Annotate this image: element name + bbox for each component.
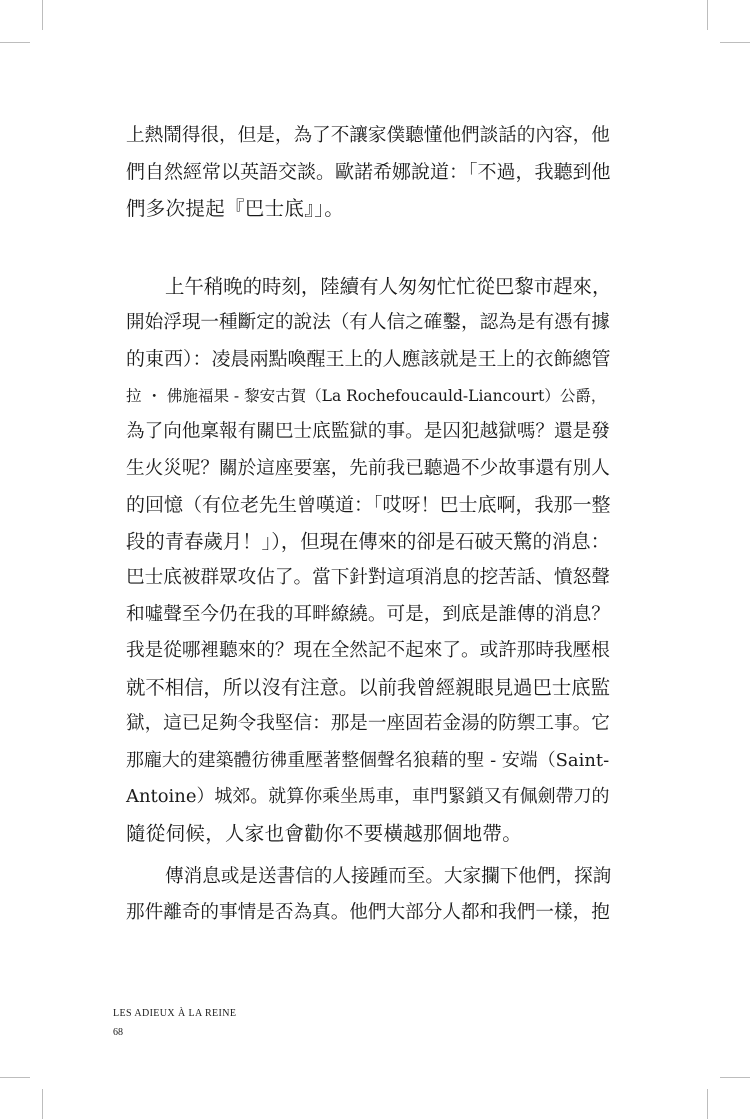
text-line: 開始浮現一種斷定的說法（有人信之確鑿，認為是有憑有據	[126, 312, 610, 333]
crop-mark	[0, 42, 30, 43]
crop-mark	[42, 0, 43, 30]
text-line: 們自然經常以英語交談。歐諾希娜說道：「不過，我聽到他	[126, 161, 611, 183]
crop-mark	[707, 1089, 708, 1119]
crop-mark	[720, 1077, 750, 1078]
text-line: 巴士底被群眾攻佔了。當下針對這項消息的挖苦話、憤怒聲	[126, 567, 610, 588]
body-text	[126, 0, 618, 1000]
text-line: 那件離奇的事情是否為真。他們大部分人都和我們一樣，抱	[126, 902, 610, 923]
crop-mark	[707, 0, 708, 30]
text-line: 上午稍晚的時刻，陸續有人匆匆忙忙從巴黎市趕來，	[165, 275, 612, 298]
text-line: 拉 ・ 佛施福果 - 黎安古賀（La Rochefoucauld-Liancourt）公爵，	[126, 387, 607, 405]
text-line: 的東西）：凌晨兩點喚醒王上的人應該就是王上的衣飾總管	[126, 348, 611, 370]
text-line: 就不相信，所以沒有注意。以前我曾經親眼見過巴士底監	[126, 676, 610, 699]
text-line: 隨從伺候，人家也會勸你不要橫越那個地帶。	[126, 822, 523, 845]
text-line: 傳消息或是送書信的人接踵而至。大家攔下他們，探詢	[165, 866, 612, 887]
text-line: 段的青春歲月！」），但現在傳來的卻是石破天驚的消息：	[126, 530, 610, 553]
text-line: Antoine）城郊。就算你乘坐馬車，車門緊鎖又有佩劍帶刀的	[126, 786, 610, 807]
text-line: 我是從哪裡聽來的？現在全然記不起來了。或許那時我壓根	[126, 640, 610, 661]
text-line: 生火災呢？關於這座要塞，先前我已聽過不少故事還有別人	[126, 458, 610, 479]
crop-mark	[0, 1077, 30, 1078]
crop-mark	[720, 42, 750, 43]
text-line: 獄，這已足夠令我堅信：那是一座固若金湯的防禦工事。它	[126, 713, 610, 734]
running-footer-title: LES ADIEUX À LA REINE	[113, 1008, 237, 1019]
text-line: 們多次提起『巴士底』」。	[126, 197, 345, 220]
text-line: 那龐大的建築體彷彿重壓著整個聲名狼藉的聖 - 安端（Saint-	[126, 750, 610, 771]
page-number: 68	[113, 1027, 123, 1038]
text-line: 上熱鬧得很，但是，為了不讓家僕聽懂他們談話的內容，他	[126, 125, 610, 146]
text-line: 和噓聲至今仍在我的耳畔繚繞。可是，到底是誰傳的消息？	[126, 604, 610, 625]
crop-mark	[42, 1089, 43, 1119]
text-line: 的回憶（有位老先生曾嘆道：「哎呀！巴士底啊，我那一整	[126, 494, 611, 516]
text-line: 為了向他稟報有關巴士底監獄的事。是囚犯越獄嗎？還是發	[126, 421, 610, 442]
